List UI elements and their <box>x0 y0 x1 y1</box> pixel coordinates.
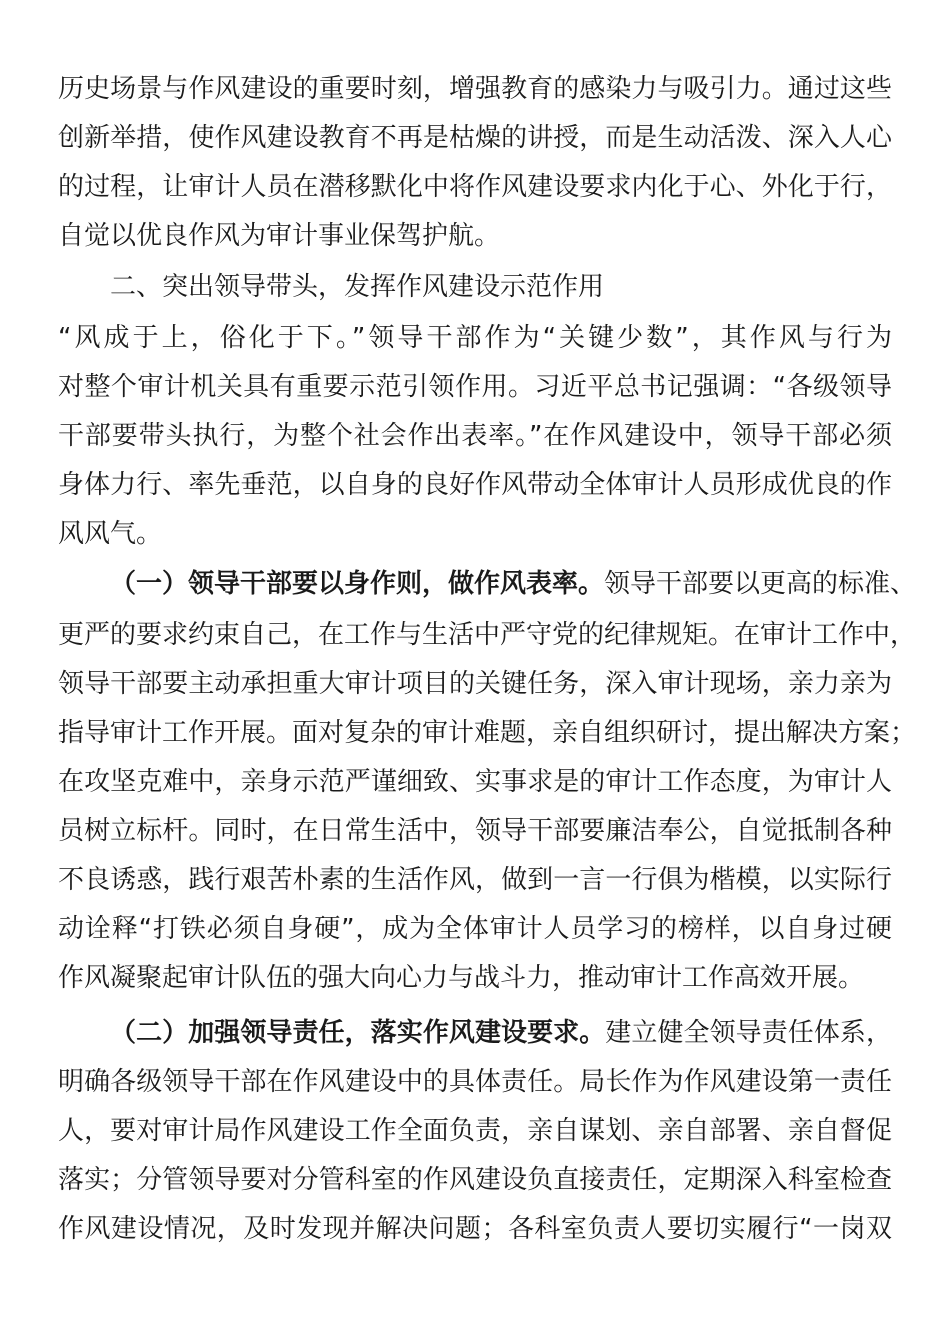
text-line: 身体力行、率先垂范，以自身的良好作风带动全体审计人员形成优良的作 <box>58 470 892 500</box>
text-line: 人，要对审计局作风建设工作全面负责，亲自谋划、亲自部署、亲自督促 <box>58 1116 892 1146</box>
text-line: 动诠释“打铁必须自身硬”，成为全体审计人员学习的榜样，以自身过硬 <box>58 914 892 944</box>
text-line: 作风凝聚起审计队伍的强大向心力与战斗力，推动审计工作高效开展。 <box>58 963 865 993</box>
text-line: 明确各级领导干部在作风建设中的具体责任。局长作为作风建设第一责任 <box>58 1067 892 1097</box>
text-line: 风风气。 <box>58 519 163 549</box>
subsection-first-line <box>110 564 917 604</box>
subsection-text: 建立健全领导责任体系， <box>605 1018 892 1048</box>
subsection-first-line <box>110 1013 892 1053</box>
text-line: 历史场景与作风建设的重要时刻，增强教育的感染力与吸引力。通过这些 <box>58 74 892 104</box>
text-line: 落实；分管领导要对分管科室的作风建设负直接责任，定期深入科室检查 <box>58 1165 892 1195</box>
text-line: 作风建设情况，及时发现并解决问题；各科室负责人要切实履行“一岗双 <box>58 1214 892 1244</box>
section-heading: 二、突出领导带头，发挥作风建设示范作用 <box>110 272 605 302</box>
text-line: 领导干部要主动承担重大审计项目的关键任务，深入审计现场，亲力亲为 <box>58 669 892 699</box>
text-line: 干部要带头执行，为整个社会作出表率。”在作风建设中，领导干部必须 <box>58 421 892 451</box>
text-line: 在攻坚克难中，亲身示范严谨细致、实事求是的审计工作态度，为审计人 <box>58 767 892 797</box>
text-line: 的过程，让审计人员在潜移默化中将作风建设要求内化于心、外化于行， <box>58 172 892 202</box>
text-line: 创新举措，使作风建设教育不再是枯燥的讲授，而是生动活泼、深入人心 <box>58 123 892 153</box>
subsection-heading: （二）加强领导责任，落实作风建设要求。 <box>110 1018 606 1048</box>
text-line: 不良诱惑，践行艰苦朴素的生活作风，做到一言一行俱为楷模，以实际行 <box>58 865 892 895</box>
subsection-heading: （一）领导干部要以身作则，做作风表率。 <box>110 569 605 599</box>
text-line: “风成于上，俗化于下。”领导干部作为“关键少数”，其作风与行为 <box>58 323 892 353</box>
text-line: 指导审计工作开展。面对复杂的审计难题，亲自组织研讨，提出解决方案； <box>58 718 917 748</box>
text-line: 对整个审计机关具有重要示范引领作用。习近平总书记强调：“各级领导 <box>58 372 892 402</box>
text-line: 更严的要求约束自己，在工作与生活中严守党的纪律规矩。在审计工作中， <box>58 620 917 650</box>
text-line: 员树立标杆。同时，在日常生活中，领导干部要廉洁奉公，自觉抵制各种 <box>58 816 892 846</box>
text-line: 自觉以优良作风为审计事业保驾护航。 <box>58 221 501 251</box>
subsection-text: 领导干部要以更高的标准、 <box>604 569 917 599</box>
